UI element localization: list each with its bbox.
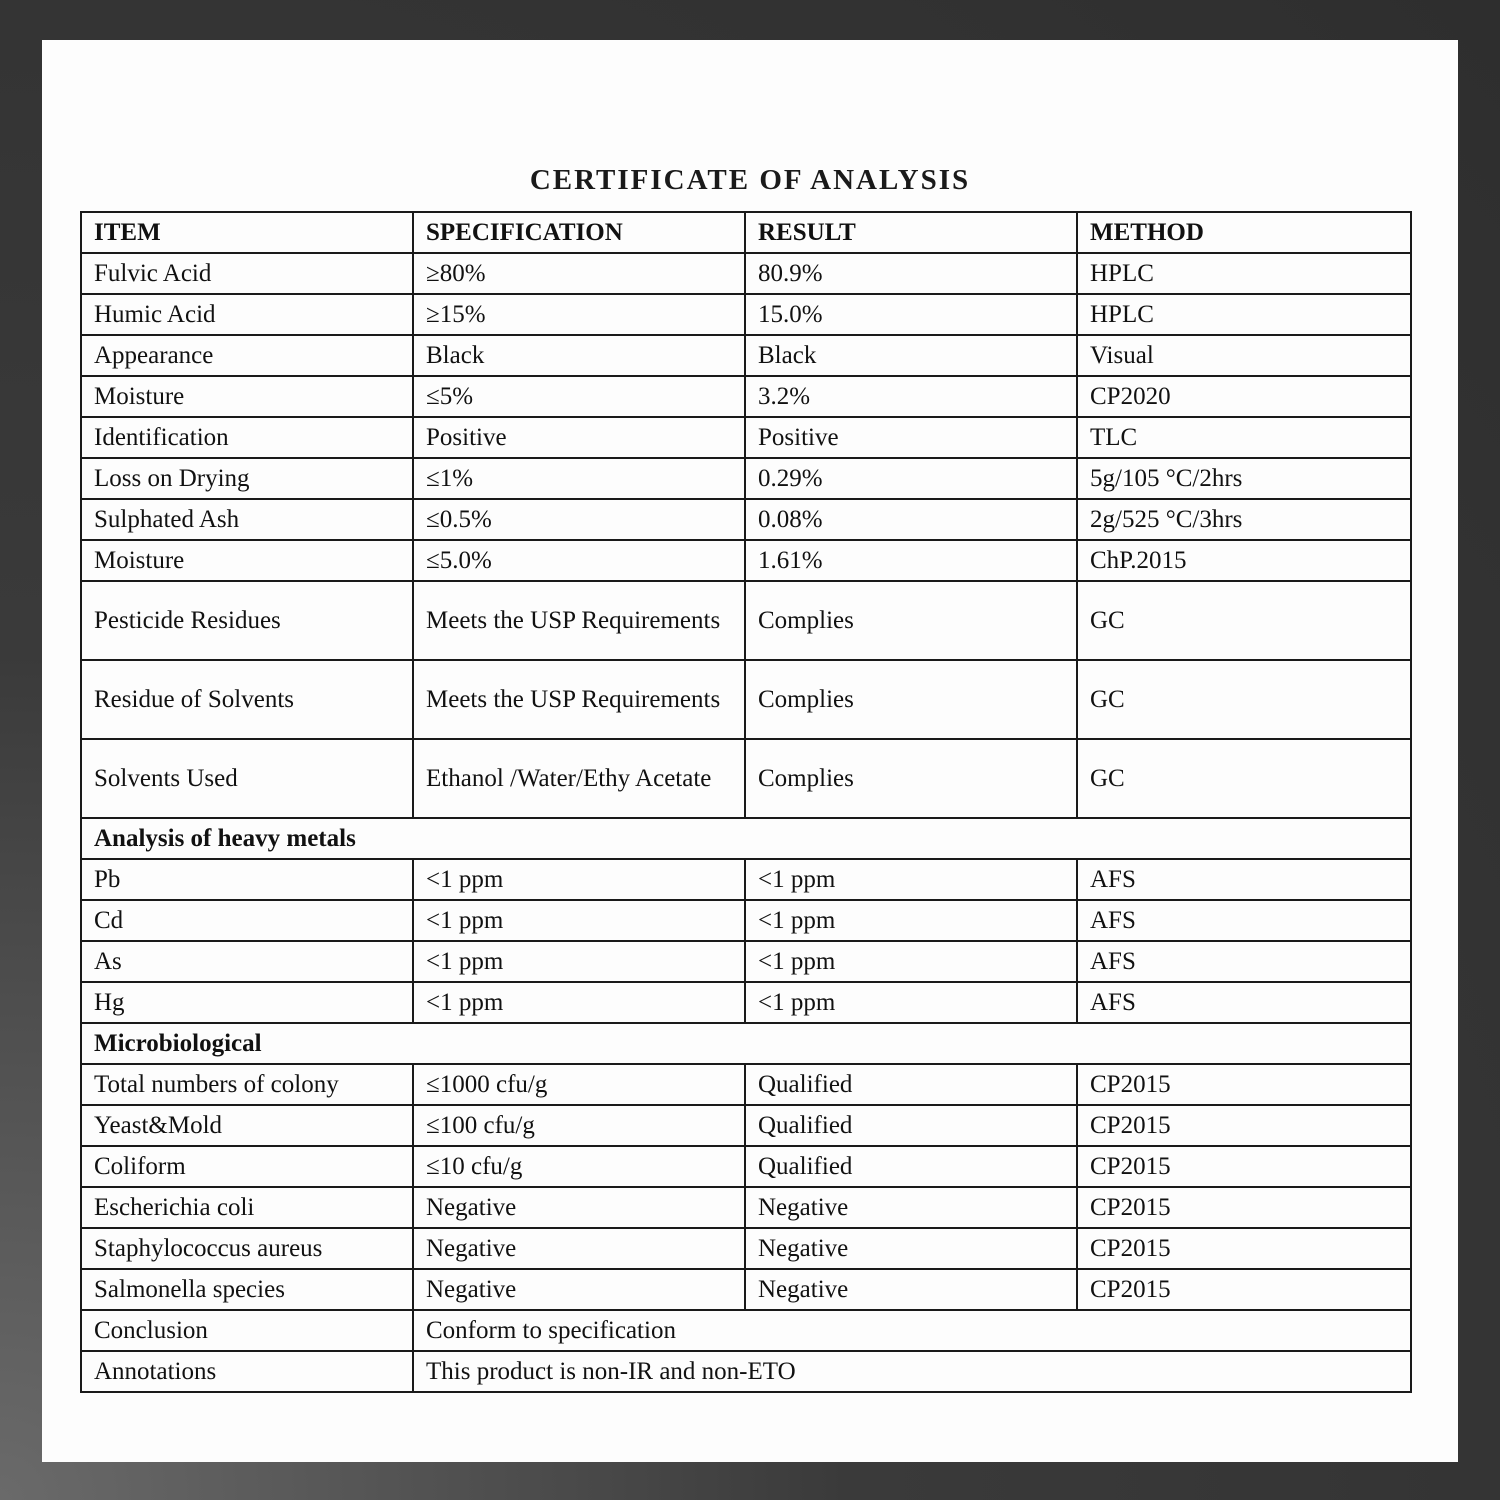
header-specification: SPECIFICATION xyxy=(413,212,745,253)
cell-result: <1 ppm xyxy=(745,859,1077,900)
table-row xyxy=(81,376,1411,417)
cell-spec: ≥15% xyxy=(413,294,745,335)
conclusion-row xyxy=(81,1310,1411,1351)
cell-method: CP2015 xyxy=(1077,1105,1411,1146)
annotations-row xyxy=(81,1351,1411,1392)
cell-item: Staphylococcus aureus xyxy=(81,1228,413,1269)
cell-method: 2g/525 °C/3hrs xyxy=(1077,499,1411,540)
analysis-table xyxy=(80,211,1412,1393)
cell-method: CP2015 xyxy=(1077,1146,1411,1187)
cell-method: Visual xyxy=(1077,335,1411,376)
cell-method: AFS xyxy=(1077,982,1411,1023)
cell-item: Pb xyxy=(81,859,413,900)
table-row xyxy=(81,859,1411,900)
cell-result: Qualified xyxy=(745,1146,1077,1187)
cell-spec: ≤100 cfu/g xyxy=(413,1105,745,1146)
cell-item: Loss on Drying xyxy=(81,458,413,499)
cell-spec: Negative xyxy=(413,1187,745,1228)
table-row xyxy=(81,982,1411,1023)
cell-result: Negative xyxy=(745,1269,1077,1310)
cell-item: Total numbers of colony xyxy=(81,1064,413,1105)
cell-item: Escherichia coli xyxy=(81,1187,413,1228)
table-row xyxy=(81,1105,1411,1146)
table-header-row xyxy=(81,212,1411,253)
conclusion-label: Conclusion xyxy=(81,1310,413,1351)
cell-item: Salmonella species xyxy=(81,1269,413,1310)
cell-result: Black xyxy=(745,335,1077,376)
cell-item: Cd xyxy=(81,900,413,941)
cell-item: Sulphated Ash xyxy=(81,499,413,540)
section-microbiological xyxy=(81,1023,1411,1064)
cell-result: Qualified xyxy=(745,1064,1077,1105)
cell-item: Humic Acid xyxy=(81,294,413,335)
cell-spec: Meets the USP Requirements xyxy=(413,660,745,739)
cell-item: Coliform xyxy=(81,1146,413,1187)
cell-spec: ≤1% xyxy=(413,458,745,499)
cell-method: CP2015 xyxy=(1077,1187,1411,1228)
cell-result: 3.2% xyxy=(745,376,1077,417)
section-title: Analysis of heavy metals xyxy=(81,818,1411,859)
table-row xyxy=(81,941,1411,982)
header-result: RESULT xyxy=(745,212,1077,253)
cell-method: GC xyxy=(1077,739,1411,818)
cell-method: CP2020 xyxy=(1077,376,1411,417)
cell-spec: ≤0.5% xyxy=(413,499,745,540)
cell-result: Complies xyxy=(745,581,1077,660)
table-row xyxy=(81,540,1411,581)
conclusion-value: Conform to specification xyxy=(413,1310,1411,1351)
cell-result: 0.29% xyxy=(745,458,1077,499)
table-row xyxy=(81,417,1411,458)
cell-spec: ≤1000 cfu/g xyxy=(413,1064,745,1105)
cell-spec: Negative xyxy=(413,1269,745,1310)
cell-method: AFS xyxy=(1077,941,1411,982)
cell-spec: <1 ppm xyxy=(413,859,745,900)
annotations-label: Annotations xyxy=(81,1351,413,1392)
cell-method: GC xyxy=(1077,581,1411,660)
cell-item: Yeast&Mold xyxy=(81,1105,413,1146)
cell-item: Pesticide Residues xyxy=(81,581,413,660)
document-title: CERTIFICATE OF ANALYSIS xyxy=(529,164,971,196)
cell-spec: Meets the USP Requirements xyxy=(413,581,745,660)
cell-method: HPLC xyxy=(1077,294,1411,335)
table-row xyxy=(81,900,1411,941)
cell-result: Negative xyxy=(745,1228,1077,1269)
cell-method: 5g/105 °C/2hrs xyxy=(1077,458,1411,499)
cell-item: Moisture xyxy=(81,376,413,417)
cell-method: HPLC xyxy=(1077,253,1411,294)
cell-spec: ≥80% xyxy=(413,253,745,294)
cell-spec: <1 ppm xyxy=(413,941,745,982)
cell-method: GC xyxy=(1077,660,1411,739)
cell-method: TLC xyxy=(1077,417,1411,458)
cell-result: <1 ppm xyxy=(745,900,1077,941)
cell-spec: Positive xyxy=(413,417,745,458)
cell-method: CP2015 xyxy=(1077,1064,1411,1105)
cell-result: <1 ppm xyxy=(745,982,1077,1023)
cell-result: Complies xyxy=(745,660,1077,739)
cell-item: As xyxy=(81,941,413,982)
table-row xyxy=(81,739,1411,818)
cell-spec: ≤5.0% xyxy=(413,540,745,581)
cell-result: 80.9% xyxy=(745,253,1077,294)
cell-method: CP2015 xyxy=(1077,1228,1411,1269)
table-row xyxy=(81,1269,1411,1310)
cell-result: 1.61% xyxy=(745,540,1077,581)
cell-item: Solvents Used xyxy=(81,739,413,818)
cell-result: 15.0% xyxy=(745,294,1077,335)
cell-method: CP2015 xyxy=(1077,1269,1411,1310)
table-row xyxy=(81,253,1411,294)
cell-spec: ≤5% xyxy=(413,376,745,417)
cell-item: Moisture xyxy=(81,540,413,581)
cell-method: ChP.2015 xyxy=(1077,540,1411,581)
table-row xyxy=(81,458,1411,499)
annotations-value: This product is non-IR and non-ETO xyxy=(413,1351,1411,1392)
certificate-page xyxy=(42,40,1458,1462)
cell-method: AFS xyxy=(1077,900,1411,941)
cell-item: Identification xyxy=(81,417,413,458)
cell-spec: <1 ppm xyxy=(413,900,745,941)
cell-result: 0.08% xyxy=(745,499,1077,540)
table-row xyxy=(81,1187,1411,1228)
cell-item: Residue of Solvents xyxy=(81,660,413,739)
cell-item: Hg xyxy=(81,982,413,1023)
table-row xyxy=(81,1228,1411,1269)
cell-result: Qualified xyxy=(745,1105,1077,1146)
table-row xyxy=(81,499,1411,540)
table-row xyxy=(81,294,1411,335)
table-row xyxy=(81,581,1411,660)
section-title: Microbiological xyxy=(81,1023,1411,1064)
section-heavy-metals xyxy=(81,818,1411,859)
cell-result: Negative xyxy=(745,1187,1077,1228)
cell-spec: Ethanol /Water/Ethy Acetate xyxy=(413,739,745,818)
table-row xyxy=(81,1146,1411,1187)
cell-item: Fulvic Acid xyxy=(81,253,413,294)
cell-spec: Black xyxy=(413,335,745,376)
header-method: METHOD xyxy=(1077,212,1411,253)
cell-spec: <1 ppm xyxy=(413,982,745,1023)
cell-result: Complies xyxy=(745,739,1077,818)
table-row xyxy=(81,1064,1411,1105)
cell-spec: ≤10 cfu/g xyxy=(413,1146,745,1187)
header-item: ITEM xyxy=(81,212,413,253)
cell-item: Appearance xyxy=(81,335,413,376)
table-row xyxy=(81,335,1411,376)
cell-method: AFS xyxy=(1077,859,1411,900)
cell-spec: Negative xyxy=(413,1228,745,1269)
table-row xyxy=(81,660,1411,739)
cell-result: <1 ppm xyxy=(745,941,1077,982)
cell-result: Positive xyxy=(745,417,1077,458)
